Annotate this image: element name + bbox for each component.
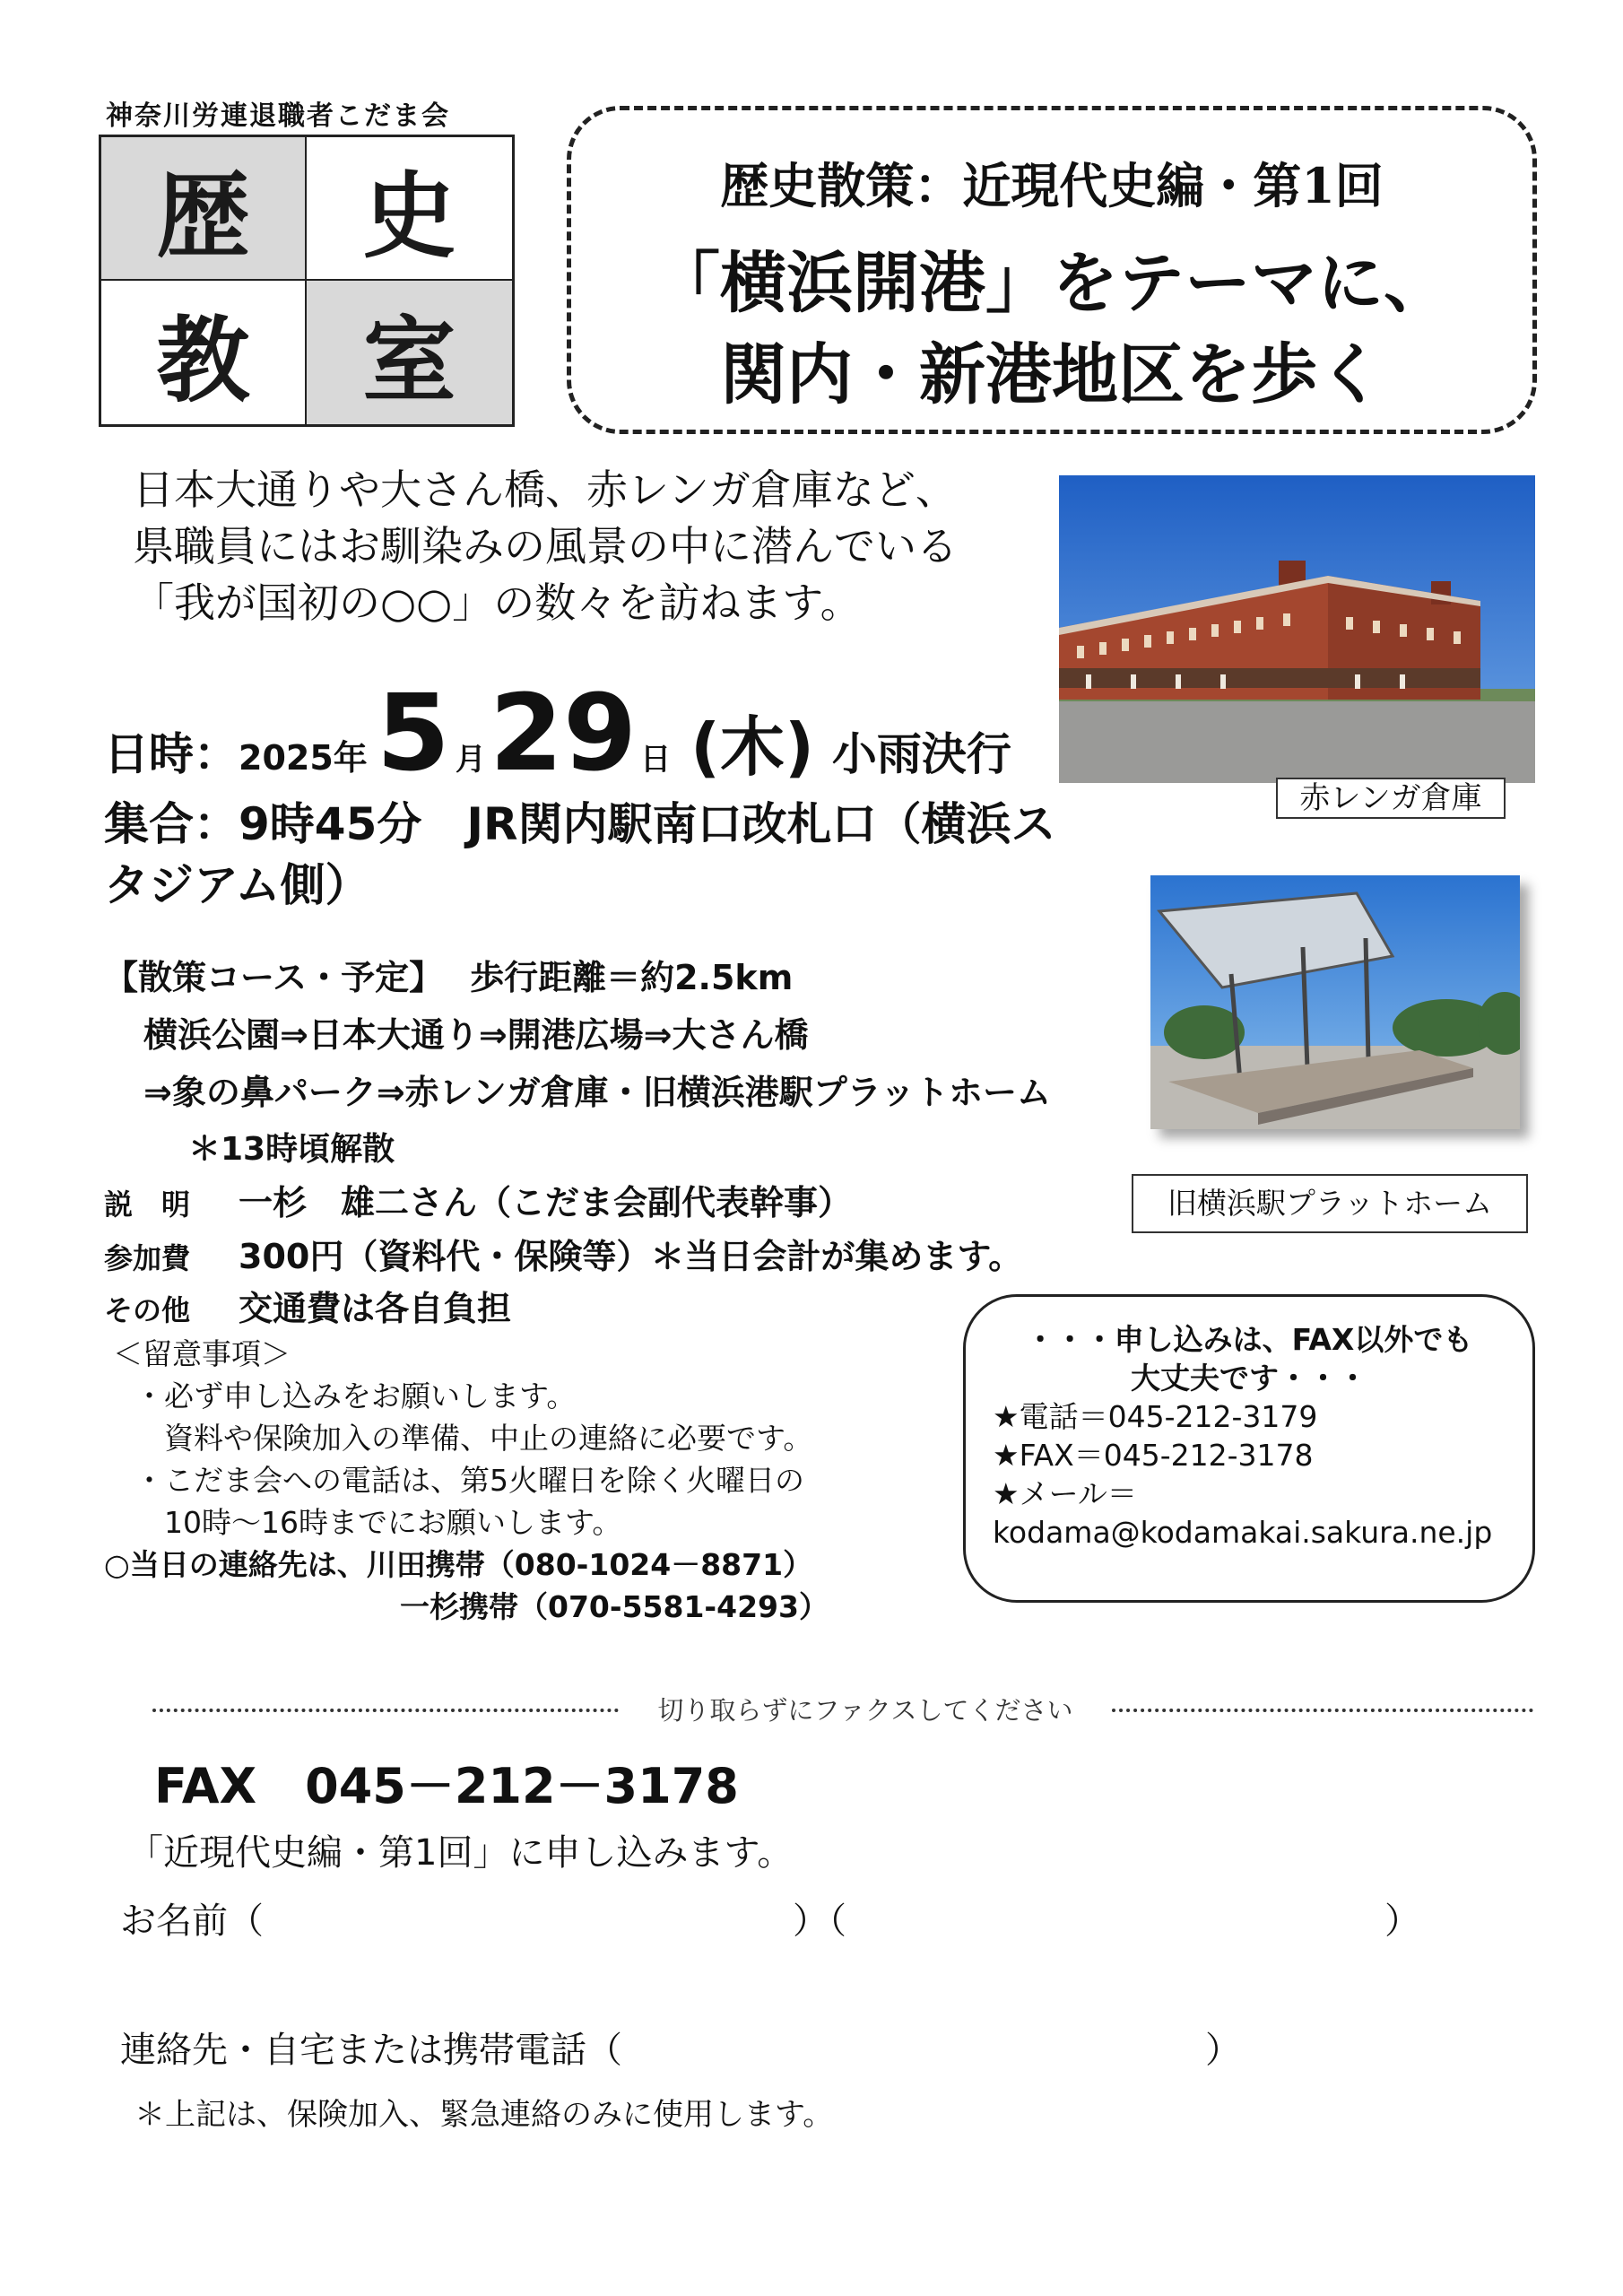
intro-line: 県職員にはお馴染みの風景の中に潜んでいる [133, 522, 958, 570]
fee-text: 300円（資料代・保険等）＊当日会計が集めます。 [239, 1237, 1023, 1276]
contact-mail-label: ★メール＝ [993, 1476, 1137, 1511]
name-end: ） [1384, 1900, 1420, 1942]
intro-text [133, 462, 958, 631]
logo-char: 室 [307, 281, 512, 424]
cut-line-text: 切り取らずにファクスしてください [619, 1691, 1112, 1727]
name-label: お名前（ [120, 1900, 264, 1942]
course-end: ＊13時頃解散 [188, 1131, 395, 1168]
red-brick-warehouse-photo [1059, 475, 1535, 783]
guide-label: 説 明 [104, 1187, 191, 1222]
photo-caption: 旧横浜駅プラットホーム [1132, 1174, 1528, 1233]
course-route: ⇒象の鼻パーク⇒赤レンガ倉庫・旧横浜港駅プラットホーム [143, 1073, 1051, 1112]
logo-grid [99, 135, 515, 427]
title-box [567, 106, 1537, 434]
note-item: 10時～16時までにお願いします。 [135, 1505, 622, 1540]
organization-name: 神奈川労連退職者こだま会 [106, 100, 450, 132]
course-section [104, 949, 1051, 1178]
phone-end: ） [1205, 2030, 1241, 2071]
date-weekday: (木) [690, 709, 814, 785]
contact-heading: ・・・申し込みは、FAX以外でも [1025, 1322, 1473, 1357]
title-line-2: 「横浜開港」をテーマに、 [654, 245, 1450, 322]
note-item: ・必ず申し込みをお願いします。 [135, 1378, 577, 1413]
phone-label: 連絡先・自宅または携帯電話（ [120, 2030, 622, 2071]
date-day-unit: 日 [640, 742, 672, 778]
event-date [104, 671, 1011, 795]
day-contact: 一杉携帯（070-5581-4293） [400, 1589, 829, 1624]
course-route: 横浜公園⇒日本大通り⇒開港広場⇒大さん橋 [143, 1015, 809, 1055]
contact-phone: ★電話＝045-212-3179 [993, 1399, 1318, 1434]
date-label: 日時： [104, 728, 239, 780]
date-day: 29 [489, 671, 638, 795]
contact-heading: 大丈夫です・・・ [1131, 1361, 1367, 1396]
photo-caption: 赤レンガ倉庫 [1276, 778, 1506, 819]
note-item: 資料や保険加入の準備、中止の連絡に必要です。 [135, 1421, 813, 1456]
contact-box [963, 1294, 1535, 1603]
cut-line [152, 1695, 1533, 1726]
logo-char: 教 [101, 281, 307, 424]
fax-number: FAX 045－212－3178 [154, 1758, 739, 1814]
course-label: 【散策コース・予定】 [104, 958, 444, 997]
note-item: ・こだま会への電話は、第5火曜日を除く火曜日の [135, 1463, 804, 1498]
footnote: ＊上記は、保険加入、緊急連絡のみに使用します。 [135, 2097, 834, 2133]
intro-line: 日本大通りや大さん橋、赤レンガ倉庫など、 [133, 465, 957, 514]
old-platform-photo [1150, 875, 1520, 1129]
logo-char: 歴 [101, 137, 307, 281]
apply-text: 「近現代史編・第1回」に申し込みます。 [127, 1832, 794, 1874]
course-distance: 歩行距離＝約2.5km [470, 958, 794, 997]
other-label: その他 [104, 1293, 191, 1327]
logo-char: 史 [307, 137, 512, 281]
meeting-info: 集合：9時45分 JR関内駅南口改札口（横浜スタジアム側） [104, 798, 1056, 911]
other-text: 交通費は各自負担 [239, 1289, 512, 1328]
name-separator: ）（ [793, 1900, 846, 1942]
phone-field[interactable] [120, 2022, 1241, 2073]
contact-fax: ★FAX＝045-212-3178 [993, 1438, 1314, 1473]
day-contact: ○当日の連絡先は、川田携帯（080-1024－8871） [104, 1547, 813, 1582]
title-line-3: 関内・新港地区を歩く [720, 336, 1384, 413]
date-month-unit: 月 [455, 742, 486, 778]
fee-label: 参加費 [104, 1241, 191, 1275]
date-note: 小雨決行 [831, 728, 1011, 780]
notes-heading: ＜留意事項＞ [113, 1336, 291, 1371]
date-month: 5 [376, 671, 450, 795]
title-line-1: 歴史散策：近現代史編・第1回 [720, 157, 1384, 214]
intro-line: 「我が国初の○○」の数々を訪ねます。 [133, 578, 862, 627]
date-year: 2025年 [239, 738, 368, 778]
name-field[interactable] [120, 1892, 1420, 1944]
guide-name: 一杉 雄二さん（こだま会副代表幹事） [239, 1183, 853, 1222]
notes-section [104, 1333, 829, 1628]
contact-mail[interactable]: kodama@kodamakai.sakura.ne.jp [993, 1515, 1493, 1550]
